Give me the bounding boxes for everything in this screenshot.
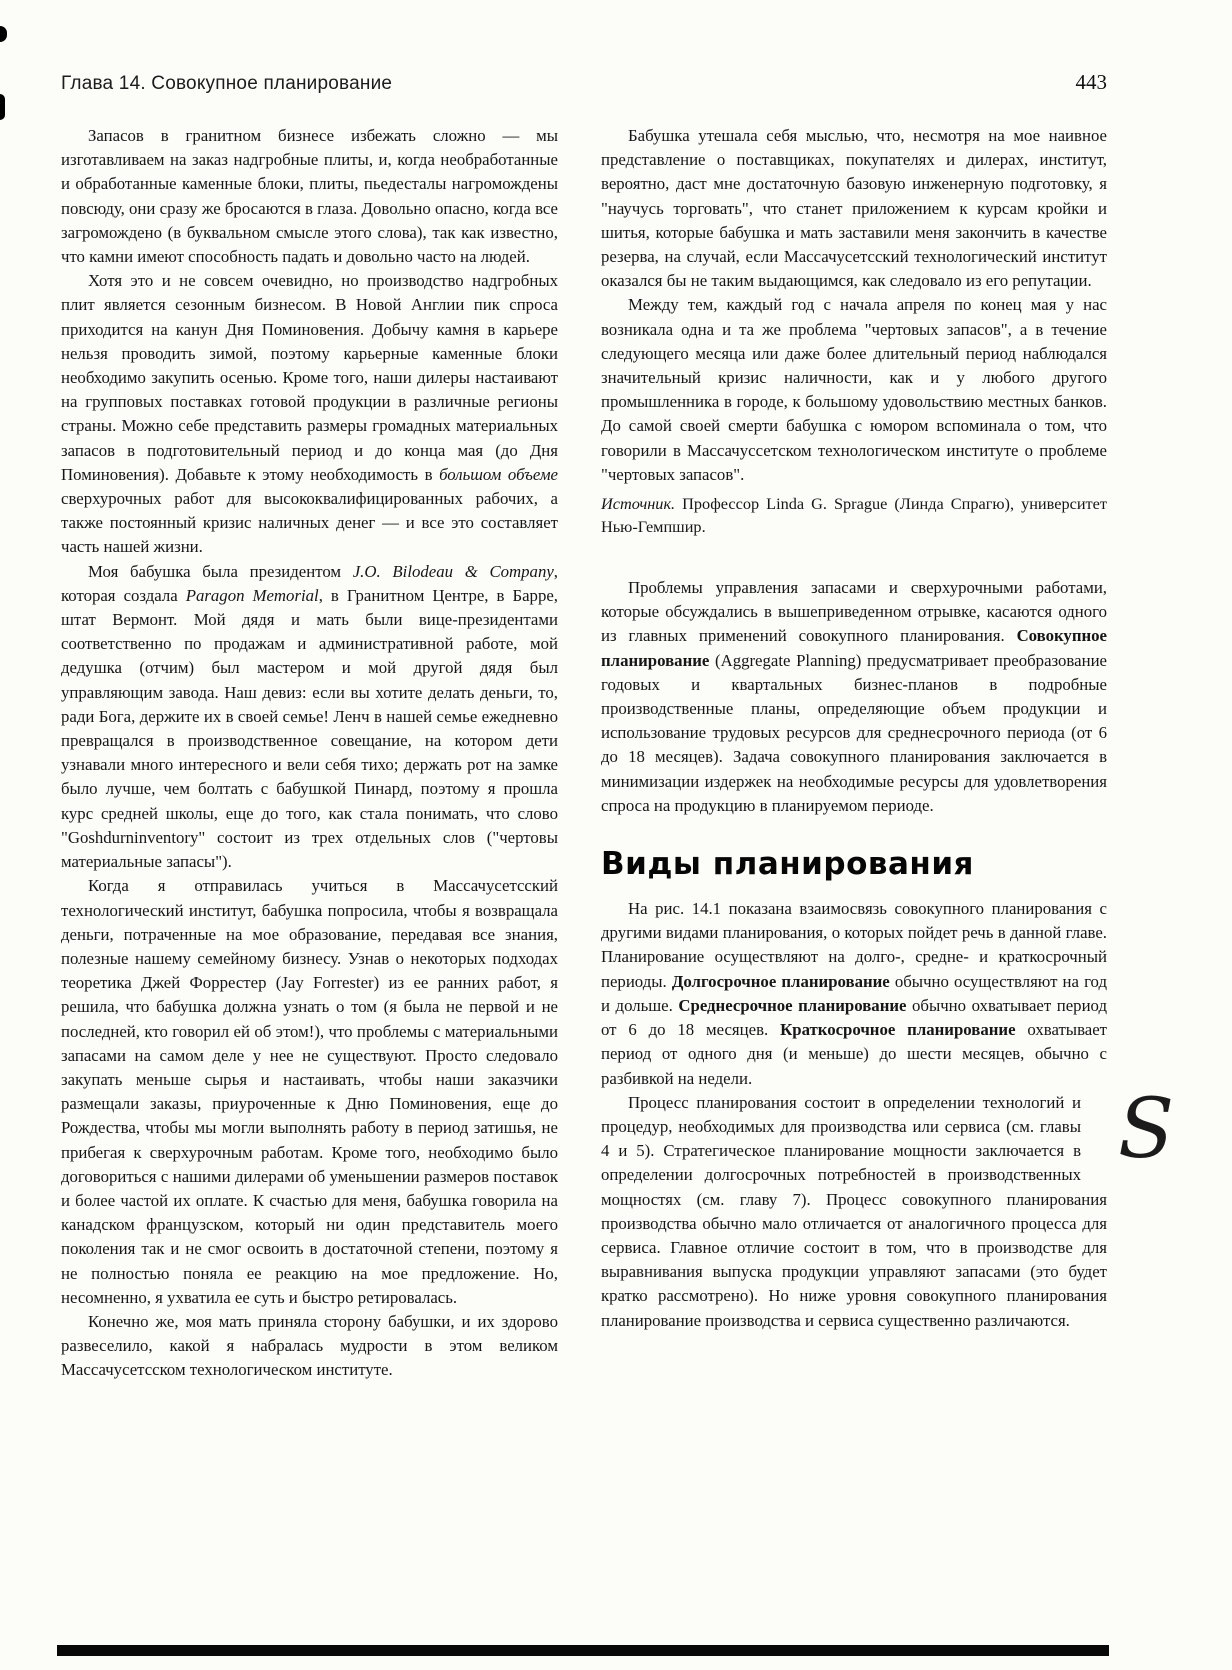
paragraph-mit-studies	[61, 874, 558, 1310]
text-run: Источник.	[601, 494, 676, 514]
paragraph-planning-horizons	[601, 897, 1107, 1091]
text-run: На рис. 14.1 показана взаимосвязь совокупного планирования с другими видами планирования, о которых пойдет речь в данной главе. Планирование осуществляют на долго-, средне- и краткосрочный периоды.	[601, 899, 1107, 991]
text-run: большом объеме	[439, 464, 559, 484]
text-run: Запасов в гранитном бизнесе избежать сложно — мы изготавливаем на заказ надгробные плиты, и, когда необработанные и обработанные каменные блоки, плиты, пьедесталы нагромождены повсюду, они сразу же бросаются в глаза. Довольно опасно, когда все загромождено (в буквальном смысле этого слова), так как известно, что камни имеют способность падать и довольно часто на людей.	[61, 126, 558, 267]
source-note	[601, 492, 1107, 538]
text-run: сверхурочных работ для высококвалифицированных рабочих, а также постоянный кризис наличных денег — и все это составляет часть нашей жизни.	[61, 489, 558, 557]
paragraph-grandmother-company	[61, 560, 558, 875]
paragraph-seasonal-business	[61, 269, 558, 559]
paragraph-grandmother-consoled	[601, 124, 1107, 293]
text-run: , в Гранитном Центре, в Барре, штат Вермонт. Мой дядя и мать были вице-президентами соответственно по продажам и административной работе, мой дедушка (отчим) был мастером и мой другой дядя был управляющим завода. Наш девиз: если вы хотите делать деньги, то, ради Бога, держите их в своей семье! Ленч в нашей семье ежедневно превращался в производственное совещание, на котором дети узнавали много интересного и вели себя тихо; держать рот на замке было лучше, чем болтать с бабушкой Пинард, поэтому я прошла курс средней школы, еще до того, как стала понимать, что слово "Goshdurninventory" состоит из трех отдельных слов ("чертовы материальные запасы").	[61, 585, 558, 872]
text-run: Конечно же, моя мать приняла сторону бабушки, и их здорово развеселило, какой я набралась мудрости в этом великом Массачусетсском технологическом институте.	[61, 1311, 558, 1380]
text-run: Когда я отправилась учиться в Массачусетсский технологический институт, бабушка попросила, чтобы я возвращала деньги, потраченные на мое образование, передавая все знания, полезные нашему семейному бизнесу. Узнав о некоторых подходах теоретика Джей Форрестер (Jay Forrester) из ее ранних работ, я решила, что бабушка должна узнать о том (я была не первой и не последней, кто говорил ей об этом!), что проблемы с материальными запасами на самом деле у нее не существуют. Просто следовало закупать меньше сырья и настаивать, чтобы наши заказчики размещали заказы, приуроченные к Дню Поминовения, еще до Рождества, чтобы мы могли выполнять работу в период затишья, не прибегая к сверхурочным работам. Кроме того, необходимо было договориться с нашими дилерами об уменьшении размеров поставок и более частой их оплате. К счастью для меня, бабушка говорила на канадском французском, который ни один представитель моего поколения так и не смог освоить в достаточной степени, поэтому я не полностью поняла ее реакцию на мое предложение. Но, несомненно, я ухватила ее суть и быстро ретировалась.	[61, 876, 558, 1307]
text-run: Совокупное планирование	[601, 626, 1107, 670]
paragraph-aggregate-planning-intro	[601, 576, 1107, 818]
text-run: Моя бабушка была президентом	[88, 561, 353, 581]
running-head	[61, 70, 1107, 95]
text-run: Среднесрочное планирование	[678, 995, 907, 1015]
text-run: , которая создала	[61, 561, 558, 605]
text-run: (Aggregate Planning) предусматривает преобразование годовых и квартальных бизнес-планов в подробные производственные планы, определяющие объем продукции и использование трудовых ресурсов для среднесрочного периода (от 6 до 18 месяцев). Задача совокупного планирования заключается в минимизации издержек на необходимые ресурсы для удовлетворения спроса на продукцию в планируемом периоде.	[601, 650, 1107, 815]
paragraph-mother-sided	[61, 1310, 558, 1383]
text-run: J.O. Bilodeau & Company	[352, 561, 554, 581]
text-run: обычно осуществляют на год и дольше.	[601, 971, 1108, 1015]
text-run: Долгосрочное планирование	[671, 971, 890, 991]
text-run: охватывает период от одного дня (и меньше) до шести месяцев, обычно с разбивкой на недели.	[601, 1020, 1108, 1088]
text-run: Профессор Linda G. Sprague (Линда Спрагю), университет Нью-Гемпшир.	[601, 494, 1107, 537]
bottom-rule	[57, 1645, 1109, 1656]
scan-artifact	[0, 26, 7, 42]
text-run: Между тем, каждый год с начала апреля по конец мая у нас возникала одна и та же проблема "чертовых запасов", а в течение следующего месяца или даже более длительный период наблюдался значительный кризис наличности, как и у любого другого промышленника в городе, к большому удовольствию местных банков. До самой своей смерти бабушка с юмором вспоминала о том, что говорили в Массачуссетском технологическом институте о проблеме "чертовых запасов".	[601, 295, 1107, 484]
chapter-title: Глава 14. Совокупное планирование	[61, 73, 393, 94]
text-run: Процесс планирования состоит в определении технологий и процедур, необходимых для производства или сервиса (см. главы 4 и 5). Стратегическое планирование мощности заключается в определении долгосрочных потребностей в производственных мощностях (см. главу 7). Процесс совокупного планирования производства обычно мало отличается от аналогичного процесса для сервиса. Главное отличие состоит в том, что в производстве для выравнивания выпуска продукции управляют запасами (это будет кратко рассмотрено). Но ниже уровня совокупного планирования планирование производства и сервиса существенно различаются.	[601, 1092, 1107, 1330]
text-run: обычно охватывает период от 6 до 18 месяцев.	[601, 995, 1107, 1040]
text-run: Проблемы управления запасами и сверхурочными работами, которые обсуждались в вышеприведенном отрывке, касаются одного из главных применений совокупного планирования.	[601, 578, 1107, 646]
decorative-s-glyph: S	[1118, 1081, 1175, 1177]
paragraph-planning-process	[601, 1081, 1175, 1333]
text-run: Краткосрочное планирование	[780, 1020, 1016, 1040]
text-run: Бабушка утешала себя мыслью, что, несмотря на мое наивное представление о поставщиках, покупателях и дилерах, институт, вероятно, даст мне достаточную базовую инженерную подготовку, я "научусь торговать", что станет приложением к курсам кройки и шитья, которые бабушка и мать заставили меня закончить в качестве резерва, на случай, если Массачусетсский технологический институт оказался бы не таким выдающимся, как следовало из его репутации.	[601, 126, 1107, 291]
section-heading-planning-types: Виды планирования	[601, 846, 974, 883]
paragraph-granite-inventory	[61, 124, 558, 269]
text-run: Paragon Memorial	[185, 585, 319, 605]
left-column	[61, 124, 558, 1383]
right-column	[601, 124, 1175, 1333]
page-number: 443	[1075, 70, 1107, 94]
scan-artifact	[0, 94, 5, 120]
text-run: Хотя это и не совсем очевидно, но производство надгробных плит является сезонным бизнесом. В Новой Англии пик спроса приходится на канун Дня Поминовения. Добычу камня в карьере нельзя проводить зимой, поэтому карьерные каменные блоки необходимо закупить осенью. Кроме того, наши дилеры настаивают на групповых поставках готовой продукции в различные регионы страны. Можно себе представить размеры громадных материальных запасов в подготовительный период и до конца мая (до Дня Поминовения). Добавьте к этому необходимость в	[61, 271, 558, 484]
paragraph-yearly-problem	[601, 293, 1107, 487]
